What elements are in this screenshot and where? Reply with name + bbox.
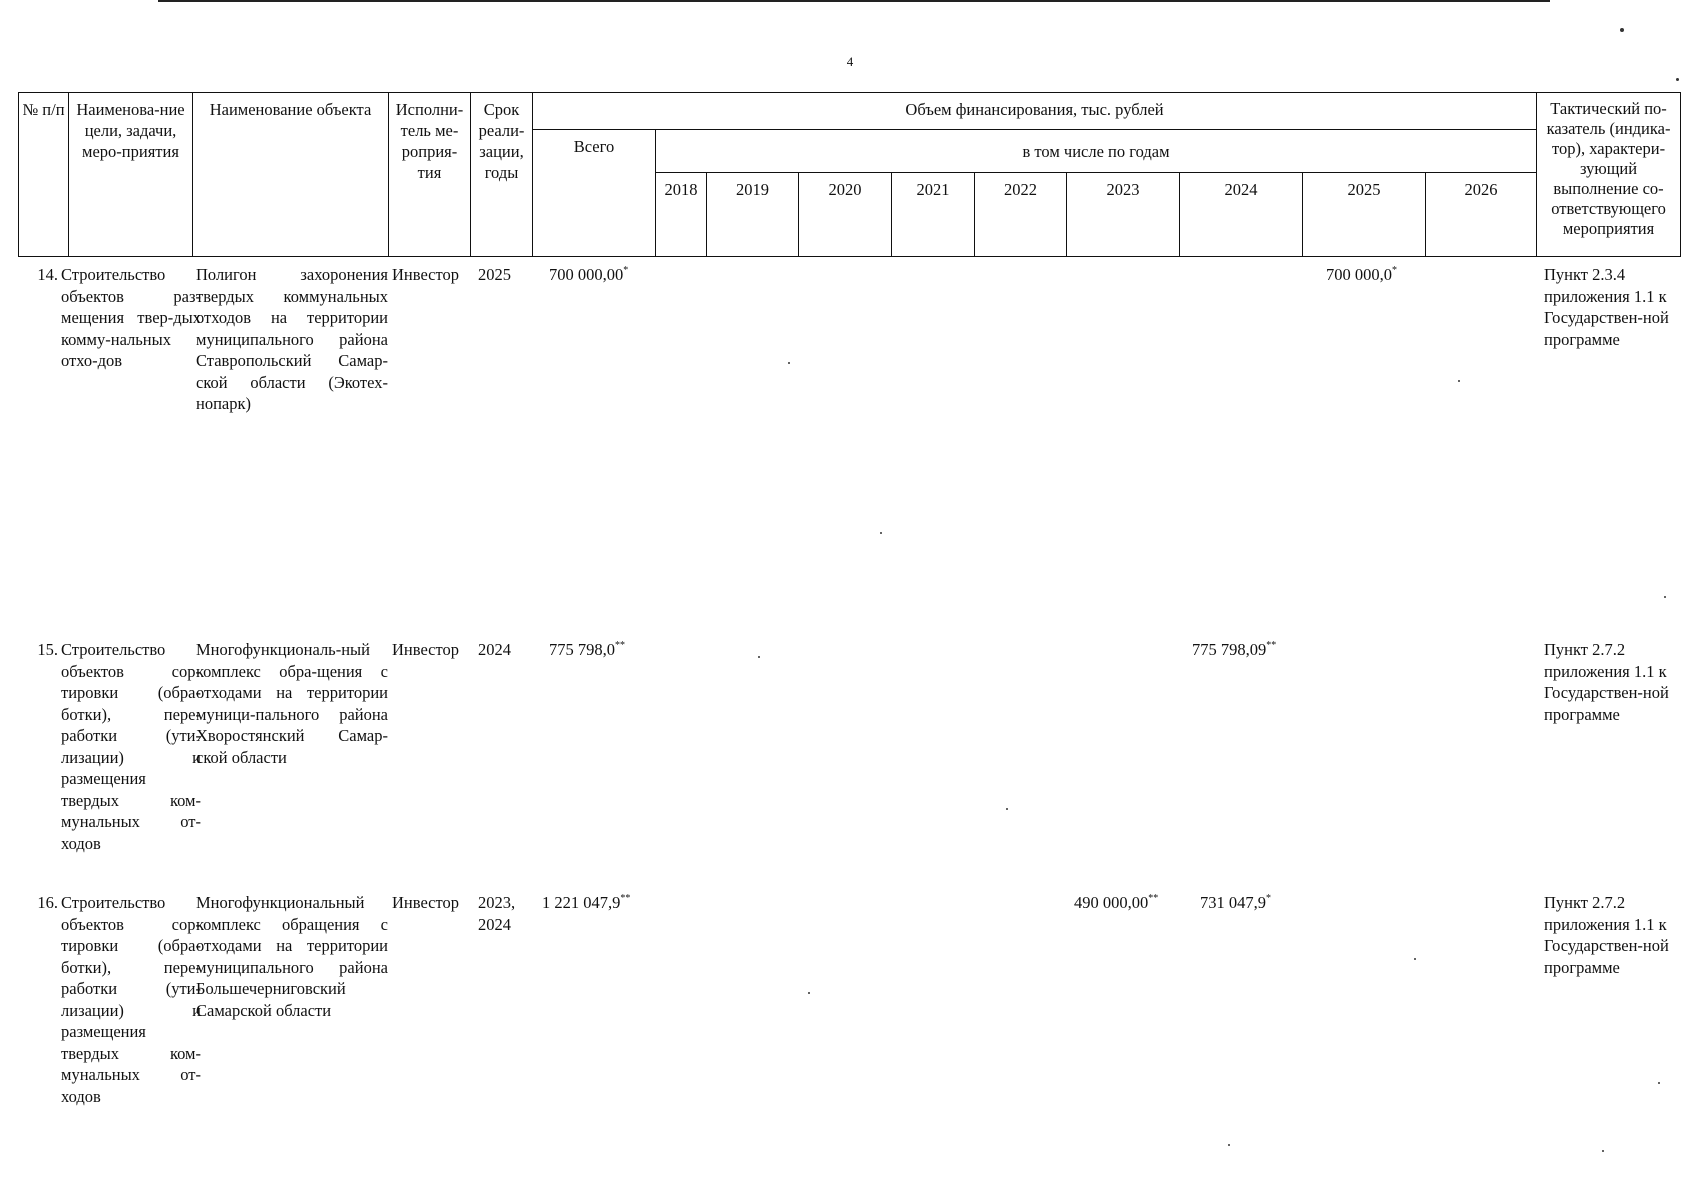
row-indicator: Пункт 2.3.4 приложения 1.1 к Государствен-ной программе <box>1544 265 1669 349</box>
scan-speck <box>758 656 760 658</box>
row-executor: Инвестор <box>392 265 459 284</box>
page-number: 4 <box>846 54 854 69</box>
header-year-2025: 2025 <box>1303 173 1426 257</box>
header-year-2024: 2024 <box>1180 173 1303 257</box>
row-amount-2024: 731 047,9* <box>1200 893 1271 912</box>
header-funding: Объем финансирования, тыс. рублей <box>533 93 1537 130</box>
scan-speck <box>1676 78 1679 81</box>
row-indicator: Пункт 2.7.2 приложения 1.1 к Государствен-ной программе <box>1544 640 1669 724</box>
row-object: Полигон захоронения твердых коммунальных отходов на территории муниципального района Ставропольский Самар-ской области (Экотех-нопарк) <box>196 265 388 413</box>
table-body <box>18 256 1680 1196</box>
header-object: Наименование объекта <box>193 93 389 257</box>
scan-speck <box>1620 28 1624 32</box>
row-num: 16. <box>37 893 58 912</box>
header-by-years: в том числе по годам <box>656 130 1537 173</box>
scan-speck <box>1664 596 1666 598</box>
row-term: 2024 <box>478 640 511 659</box>
top-border-line <box>158 0 1550 2</box>
header-year-2022: 2022 <box>975 173 1067 257</box>
row-executor: Инвестор <box>392 640 459 659</box>
header-year-2019: 2019 <box>707 173 799 257</box>
header-year-2023: 2023 <box>1067 173 1180 257</box>
row-object: Многофункциональный комплекс обращения с отходами на территории муниципального района Большечерниговский Самарской области <box>196 893 388 1020</box>
scan-speck <box>1414 958 1416 960</box>
row-amount-2023: 490 000,00** <box>1074 893 1159 912</box>
row-amount-2024: 775 798,09** <box>1192 640 1277 659</box>
header-year-2021: 2021 <box>892 173 975 257</box>
scan-speck <box>1602 1150 1604 1152</box>
row-num: 15. <box>37 640 58 659</box>
row-term: 2025 <box>478 265 511 284</box>
header-indicator: Тактический по-казатель (индика-тор), характери-зующий выполнение со-ответствующего мероприятия <box>1537 93 1681 257</box>
scan-speck <box>1458 380 1460 382</box>
funding-table-header <box>18 92 1681 257</box>
row-num: 14. <box>37 265 58 284</box>
row-object: Многофункциональ-ный комплекс обра-щения с отходами на территории муници-пального района Хворостянский Самар-ской области <box>196 640 388 767</box>
scan-speck <box>788 362 790 364</box>
header-num: № п/п <box>19 93 69 257</box>
row-goal: Строительство объектов сор-тировки (обра-ботки), пере-работки (ути-лизации) и размещения твердых ком-мунальных от-ходов <box>61 893 201 1106</box>
row-term: 2023, 2024 <box>478 893 516 934</box>
row-indicator: Пункт 2.7.2 приложения 1.1 к Государствен-ной программе <box>1544 893 1669 977</box>
row-executor: Инвестор <box>392 893 459 912</box>
row-goal: Строительство объектов сор-тировки (обра-ботки), пере-работки (ути-лизации) и размещения твердых ком-мунальных от-ходов <box>61 640 201 853</box>
header-year-2020: 2020 <box>799 173 892 257</box>
scan-speck <box>1006 808 1008 810</box>
header-goal: Наименова-ние цели, задачи, меро-приятия <box>69 93 193 257</box>
row-amount-2025: 700 000,0* <box>1326 265 1397 284</box>
row-goal: Строительство объектов раз-мещения твер-дых комму-нальных отхо-дов <box>61 265 201 370</box>
header-term: Срок реали-зации, годы <box>471 93 533 257</box>
row-total: 1 221 047,9** <box>542 893 631 912</box>
scan-speck <box>880 532 882 534</box>
header-total: Всего <box>533 130 656 257</box>
scan-speck <box>808 992 810 994</box>
header-year-2018: 2018 <box>656 173 707 257</box>
header-executor: Исполни-тель ме-роприя-тия <box>389 93 471 257</box>
header-year-2026: 2026 <box>1426 173 1537 257</box>
row-total: 775 798,0** <box>549 640 625 659</box>
row-total: 700 000,00* <box>549 265 629 284</box>
scan-speck <box>1228 1144 1230 1146</box>
scan-speck <box>1658 1082 1660 1084</box>
